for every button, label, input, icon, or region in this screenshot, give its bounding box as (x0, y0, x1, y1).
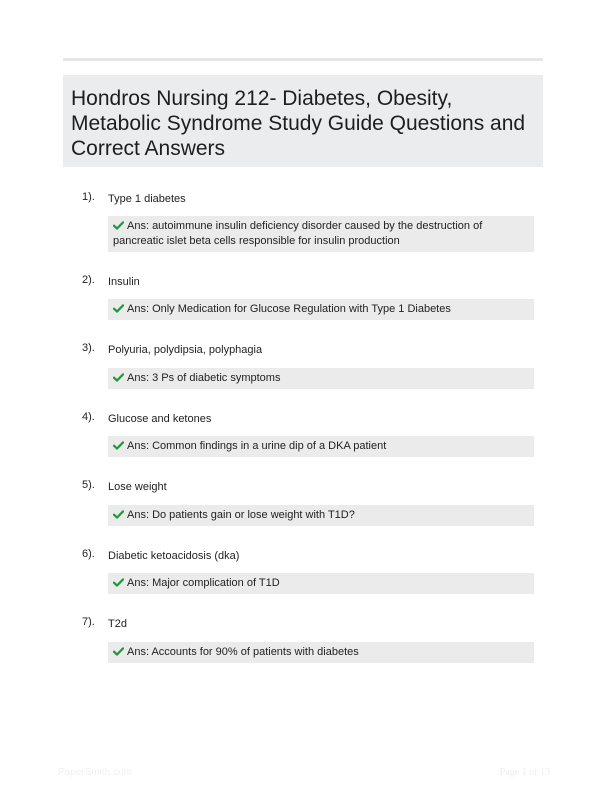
check-icon (113, 373, 124, 382)
check-icon (113, 221, 124, 230)
question-text: Glucose and ketones (108, 413, 212, 425)
question-text: T2d (108, 618, 127, 630)
page-number: Page 1 of 13 (499, 767, 550, 778)
question-number: 1). (82, 191, 95, 203)
answer-text: Ans: 3 Ps of diabetic symptoms (127, 372, 281, 384)
question-number: 7). (82, 616, 95, 628)
question-number: 5). (82, 479, 95, 491)
answer-text: Ans: Only Medication for Glucose Regulation with Type 1 Diabetes (127, 303, 451, 315)
check-icon (113, 647, 124, 656)
check-icon (113, 578, 124, 587)
check-icon (113, 510, 124, 519)
answer-text: Ans: Accounts for 90% of patients with diabetes (127, 646, 359, 658)
answer-box (108, 573, 534, 594)
question-text: Type 1 diabetes (108, 193, 186, 205)
answer-box (108, 642, 534, 663)
check-icon (113, 304, 124, 313)
question-number: 4). (82, 411, 95, 423)
answer-text: Ans: Major complication of T1D (127, 577, 280, 589)
answer-text: Ans: Do patients gain or lose weight with T1D? (127, 509, 355, 521)
question-number: 2). (82, 274, 95, 286)
question-number: 3). (82, 342, 95, 354)
answer-box (108, 436, 534, 457)
question-text: Lose weight (108, 481, 167, 493)
answer-box (108, 299, 534, 320)
page-title: Hondros Nursing 212- Diabetes, Obesity, Metabolic Syndrome Study Guide Questions and Correct Answers (71, 87, 526, 160)
question-text: Polyuria, polydipsia, polyphagia (108, 344, 263, 356)
footer-watermark: PaperSmith.com (58, 767, 132, 778)
answer-box (108, 368, 534, 389)
question-number: 6). (82, 548, 95, 560)
answer-text: Ans: autoimmune insulin deficiency disorder caused by the destruction of pancreatic islet beta cells responsible for insulin production (113, 220, 483, 247)
answer-box (108, 216, 534, 252)
question-text: Diabetic ketoacidosis (dka) (108, 550, 240, 562)
question-text: Insulin (108, 276, 140, 288)
check-icon (113, 441, 124, 450)
answer-box (108, 505, 534, 526)
answer-text: Ans: Common findings in a urine dip of a DKA patient (127, 440, 387, 452)
